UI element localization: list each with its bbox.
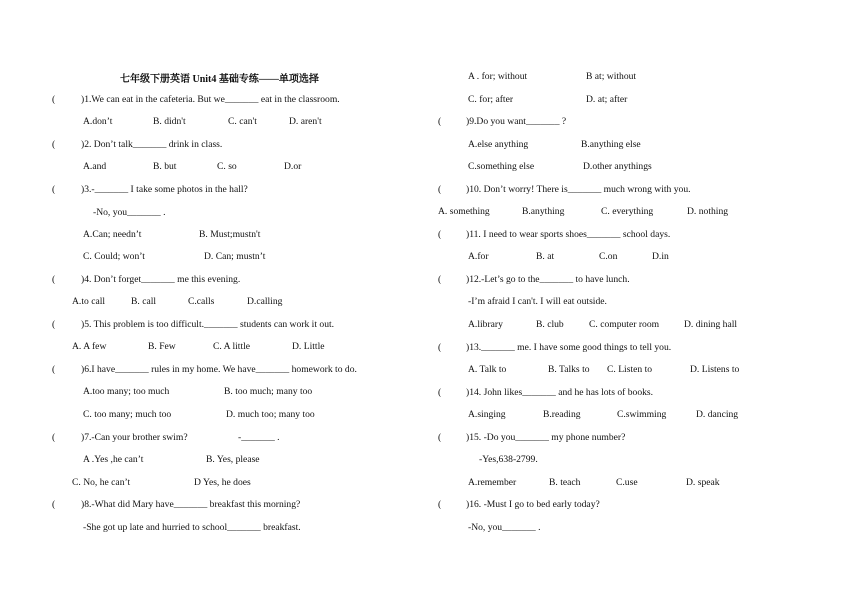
question-8-stem: )8.-What did Mary have_______ breakfast this morning? [81, 499, 301, 510]
answer-paren: ( [438, 432, 442, 443]
q14-option-b: B.reading [543, 409, 581, 420]
answer-paren: ( [52, 364, 56, 375]
q7-option-a: A .Yes ,he can’t [83, 454, 144, 465]
q6-option-b: B. too much; many too [224, 386, 313, 397]
question-13-stem: )13._______ me. I have some good things to tell you. [466, 342, 672, 353]
answer-paren: ( [52, 184, 56, 195]
q11-option-b: B. at [536, 251, 555, 262]
q3-option-a: A.Can; needn’t [83, 229, 142, 240]
question-9-stem: )9.Do you want_______ ? [466, 116, 567, 127]
q4-option-b: B. call [131, 296, 157, 307]
question-12-reply: -I’m afraid I can't. I will eat outside. [468, 296, 607, 307]
q10-option-d: D. nothing [687, 206, 729, 217]
answer-paren: ( [52, 274, 56, 285]
q8-option-d: D. at; after [586, 94, 628, 105]
q14-option-d: D. dancing [696, 409, 739, 420]
answer-paren: ( [438, 229, 442, 240]
question-7-stem: )7.-Can your brother swim? [81, 432, 188, 443]
q13-option-c: C. Listen to [607, 364, 653, 375]
question-1-stem: )1.We can eat in the cafeteria. But we_______ eat in the classroom. [81, 94, 340, 105]
question-5-stem: )5. This problem is too difficult._______ students can work it out. [81, 319, 335, 330]
q8-option-b: B at; without [586, 71, 637, 82]
question-3-reply: -No, you_______ . [93, 207, 166, 218]
question-7-reply: -_______ . [238, 432, 280, 443]
q7-option-c: C. No, he can’t [72, 477, 131, 488]
q8-option-c: C. for; after [468, 94, 514, 105]
q14-option-c: C.swimming [617, 409, 667, 420]
q5-option-c: C. A little [213, 341, 251, 352]
q13-option-d: D. Listens to [690, 364, 740, 375]
q15-option-c: C.use [616, 477, 638, 488]
q3-option-d: D. Can; mustn’t [204, 251, 266, 262]
q10-option-c: C. everything [601, 206, 654, 217]
answer-paren: ( [438, 387, 442, 398]
q6-option-d: D. much too; many too [226, 409, 315, 420]
question-16-stem: )16. -Must I go to bed early today? [466, 499, 600, 510]
q2-option-d: D.or [284, 161, 302, 172]
q12-option-c: C. computer room [589, 319, 660, 330]
q10-option-a: A. something [438, 206, 490, 217]
q1-option-d: D. aren't [289, 116, 322, 127]
question-12-stem: )12.-Let’s go to the_______ to have lunch. [466, 274, 630, 285]
q12-option-d: D. dining hall [684, 319, 738, 330]
answer-paren: ( [438, 342, 442, 353]
q15-option-d: D. speak [686, 477, 720, 488]
answer-paren: ( [52, 319, 56, 330]
q12-option-b: B. club [536, 319, 564, 330]
answer-paren: ( [52, 499, 56, 510]
question-15-reply: -Yes,638-2799. [479, 454, 538, 465]
question-14-stem: )14. John likes_______ and he has lots of books. [466, 387, 654, 398]
q3-option-b: B. Must;mustn't [199, 229, 261, 240]
q3-option-c: C. Could; won’t [83, 251, 145, 262]
question-16-reply: -No, you_______ . [468, 522, 541, 533]
q9-option-b: B.anything else [581, 139, 641, 150]
answer-paren: ( [438, 116, 442, 127]
question-4-stem: )4. Don’t forget_______ me this evening. [81, 274, 241, 285]
question-15-stem: )15. -Do you_______ my phone number? [466, 432, 626, 443]
q9-option-a: A.else anything [468, 139, 529, 150]
q11-option-c: C.on [599, 251, 618, 262]
q6-option-a: A.too many; too much [83, 386, 170, 397]
q11-option-a: A.for [468, 251, 489, 262]
q13-option-a: A. Talk to [468, 364, 507, 375]
q8-option-a: A . for; without [468, 71, 528, 82]
question-11-stem: )11. I need to wear sports shoes_______ school days. [466, 229, 671, 240]
answer-paren: ( [438, 499, 442, 510]
q1-option-c: C. can't [228, 116, 257, 127]
q1-option-a: A.don’t [83, 116, 113, 127]
q6-option-c: C. too many; much too [83, 409, 172, 420]
q5-option-a: A. A few [72, 341, 107, 352]
q4-option-a: A.to call [72, 296, 106, 307]
q9-option-d: D.other anythings [583, 161, 652, 172]
q12-option-a: A.library [468, 319, 503, 330]
q7-option-b: B. Yes, please [206, 454, 260, 465]
q4-option-d: D.calling [247, 296, 283, 307]
q2-option-b: B. but [153, 161, 177, 172]
q7-option-d: D Yes, he does [194, 477, 251, 488]
question-2-stem: )2. Don’t talk_______ drink in class. [81, 139, 223, 150]
question-10-stem: )10. Don’t worry! There is_______ much wrong with you. [466, 184, 691, 195]
q2-option-a: A.and [83, 161, 107, 172]
answer-paren: ( [52, 139, 56, 150]
q1-option-b: B. didn't [153, 116, 186, 127]
answer-paren: ( [52, 432, 56, 443]
q9-option-c: C.something else [468, 161, 535, 172]
question-6-stem: )6.I have_______ rules in my home. We have_______ homework to do. [81, 364, 357, 375]
answer-paren: ( [52, 94, 56, 105]
question-8-reply: -She got up late and hurried to school_______ breakfast. [83, 522, 301, 533]
q4-option-c: C.calls [188, 296, 215, 307]
q15-option-b: B. teach [549, 477, 581, 488]
answer-paren: ( [438, 274, 442, 285]
q5-option-b: B. Few [148, 341, 176, 352]
q14-option-a: A.singing [468, 409, 506, 420]
q2-option-c: C. so [217, 161, 237, 172]
q11-option-d: D.in [652, 251, 669, 262]
q10-option-b: B.anything [522, 206, 565, 217]
q5-option-d: D. Little [292, 341, 325, 352]
question-3-stem: )3.-_______ I take some photos in the hall? [81, 184, 248, 195]
answer-paren: ( [438, 184, 442, 195]
q15-option-a: A.remember [468, 477, 517, 488]
q13-option-b: B. Talks to [548, 364, 590, 375]
page-title: 七年级下册英语 Unit4 基础专练——单项选择 [120, 74, 319, 85]
